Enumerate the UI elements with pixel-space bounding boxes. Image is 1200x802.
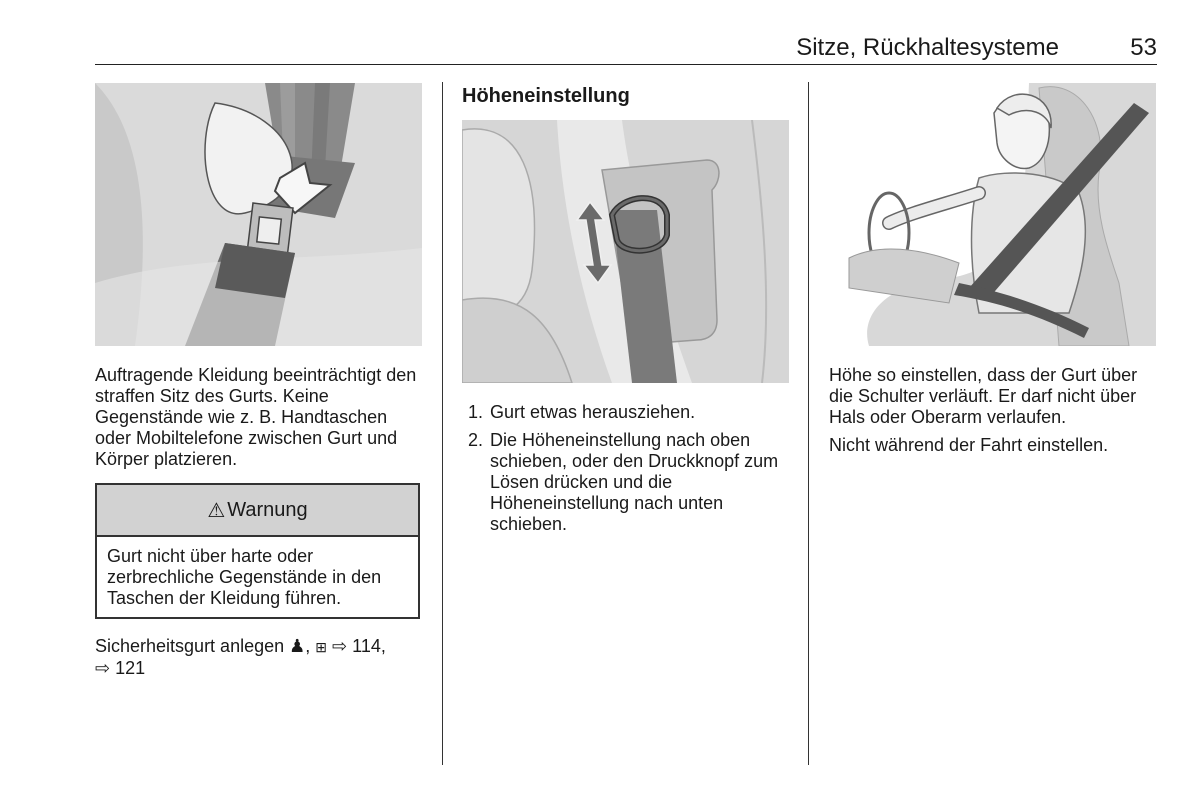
seatbelt-icon: ♟ <box>289 636 306 656</box>
column-divider <box>442 82 443 765</box>
page-ref-arrow-icon: ⇨ <box>95 658 111 678</box>
adjust-text: Höhe so einstellen, dass der Gurt über die Schulter verläuft. Er darf nicht über Hals oder Oberarm verlaufen. <box>829 365 1138 427</box>
page-ref-a[interactable]: 114, <box>352 636 386 656</box>
reference-text: Sicherheitsgurt anlegen <box>95 636 285 656</box>
buckle-drawing <box>95 83 422 346</box>
step-number: 1. <box>468 402 484 422</box>
clothing-text: Auftragende Kleidung beeinträchtigt den straffen Sitz des Gurts. Keine Gegenstände wie z. B. Handtaschen oder Mobiltelefone zwischen Gurt und Körper platzieren. <box>95 365 417 469</box>
clothing-paragraph <box>95 365 422 470</box>
airbag-icon: ⊞ <box>315 639 328 655</box>
step-text: Die Höheneinstellung nach oben schieben, oder den Druckknopf zum Lösen drücken und die Höheneinstellung nach unten schieben. <box>490 430 779 534</box>
step-number: 2. <box>468 430 484 450</box>
reference-line: Sicherheitsgurt anlegen ♟, ⊞ ⇨ 114, ⇨ 121 <box>95 636 386 678</box>
warning-body: Gurt nicht über harte oder zerbrechliche Gegenstände in den Taschen der Kleidung führen. <box>107 546 382 608</box>
adjust-paragraph <box>829 365 1156 456</box>
column-divider <box>808 82 809 765</box>
page-header <box>95 30 1157 65</box>
list-item <box>468 402 793 423</box>
page-ref-b[interactable]: 121 <box>115 658 146 678</box>
section-heading: Höheneinstellung <box>462 85 630 107</box>
steps-list <box>468 402 793 542</box>
page-number: 53 <box>1130 34 1157 61</box>
warning-box <box>95 483 420 619</box>
warning-header <box>97 485 418 537</box>
warning-triangle-icon: ⚠ <box>207 499 226 522</box>
step-text: Gurt etwas herausziehen. <box>490 402 696 422</box>
height-adjuster-illustration <box>462 120 789 383</box>
driver-belt-illustration <box>829 83 1156 346</box>
reference-paragraph <box>95 636 422 679</box>
section-title: Sitze, Rückhaltesysteme <box>796 34 1059 61</box>
height-adjuster-drawing <box>462 120 789 383</box>
buckle-illustration <box>95 83 422 346</box>
page-ref-arrow-icon: ⇨ <box>332 636 348 656</box>
driver-belt-drawing <box>829 83 1156 346</box>
warning-title: Warnung <box>227 498 308 521</box>
list-item <box>468 430 793 535</box>
caution-text: Nicht während der Fahrt einstellen. <box>829 435 1109 455</box>
